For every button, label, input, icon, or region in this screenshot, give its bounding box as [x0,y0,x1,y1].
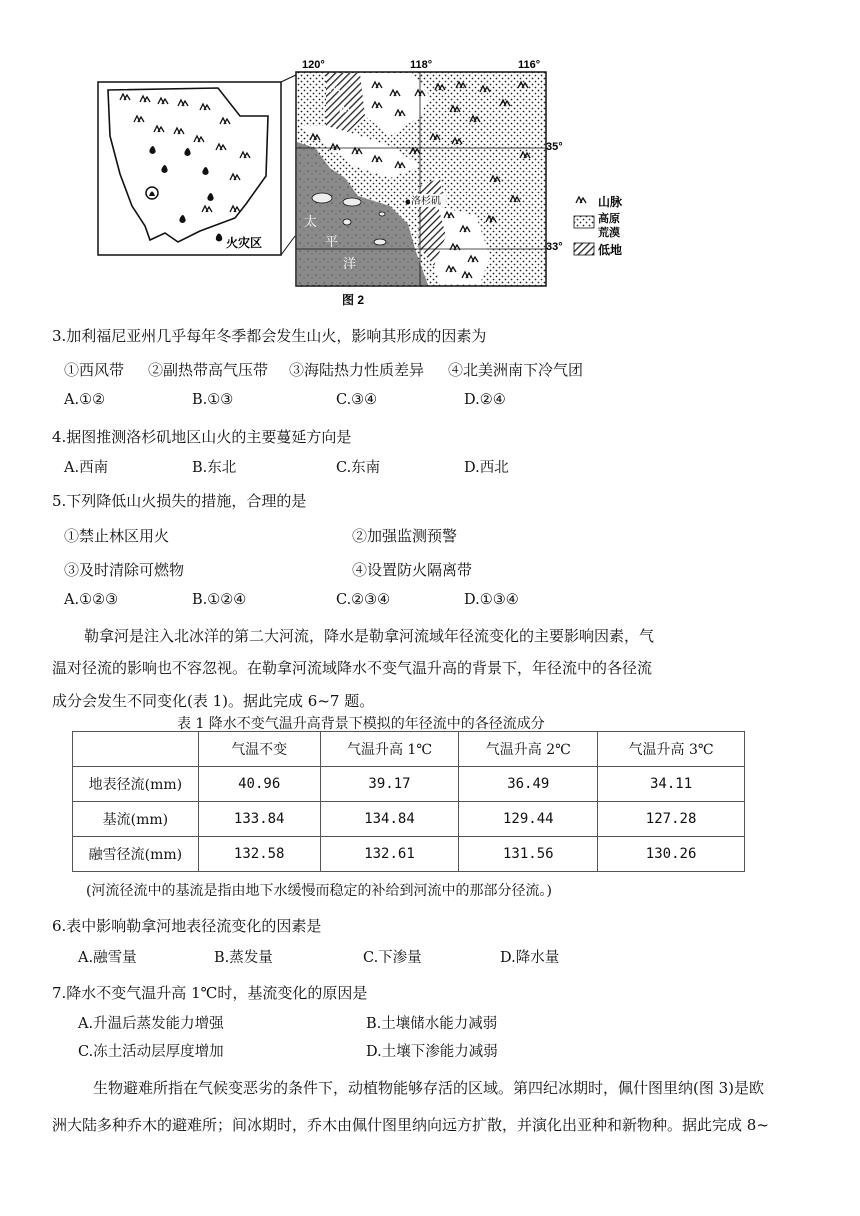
q3-option-b[interactable]: B.①③ [192,392,234,408]
legend-plateau-label: 高原 [598,213,620,225]
runoff-table [72,731,745,872]
lat-label-33: 33° [546,241,563,253]
figure-caption: 图 2 [342,293,365,307]
q3-option-c[interactable]: C.③④ [336,392,378,408]
q5-option-b[interactable]: B.①②④ [192,592,247,608]
figure-2 [90,56,650,311]
table-cell: 132.61 [320,837,459,872]
table-cell: 130.26 [598,837,745,872]
q7-option-a[interactable]: A.升温后蒸发能力增强 [78,1016,224,1032]
table1-note: (河流径流中的基流是指由地下水缓慢而稳定的补给到河流中的那部分径流。) [86,883,552,899]
table-header-plus3: 气温升高 3℃ [598,732,745,767]
table-cell: 34.11 [598,767,745,802]
legend-lowland-label: 低地 [598,243,623,257]
legend-mountain-label: 山脉 [598,195,623,209]
q4-option-b[interactable]: B.东北 [192,460,237,476]
passage1-line-3: 成分会发生不同变化(表 1)。据此完成 6~7 题。 [52,692,375,710]
q5-item-4: ④设置防火隔离带 [352,561,473,579]
q3-item-1: ①西风带 [64,361,125,379]
q5-option-a[interactable]: A.①②③ [64,592,119,608]
table-cell: 129.44 [459,802,598,837]
lon-label-118: 118° [410,59,433,71]
q5-item-3: ③及时清除可燃物 [64,561,185,579]
ocean-label-3: 洋 [343,256,357,271]
q3-option-d[interactable]: D.②④ [464,392,506,408]
q5-stem: 5.下列降低山火损失的措施，合理的是 [52,492,307,510]
lon-label-120: 120° [302,59,325,71]
q5-item-1: ①禁止林区用火 [64,527,170,545]
ocean-label-2: 平 [325,234,339,249]
table-row-label: 融雪径流(mm) [73,837,199,872]
legend-desert-label: 荒漠 [598,227,620,239]
table-row-label: 基流(mm) [73,802,199,837]
table-cell: 133.84 [198,802,320,837]
lat-label-35: 35° [546,141,563,153]
main-map [296,72,546,286]
passage2-line-1: 生物避难所指在气候变恶劣的条件下，动植物能够存活的区域。第四纪冰期时，佩什图里纳(图 3)是欧 [93,1079,765,1097]
q6-stem: 6.表中影响勒拿河地表径流变化的因素是 [52,917,322,935]
q6-option-d[interactable]: D.降水量 [500,950,560,966]
q4-option-c[interactable]: C.东南 [336,460,381,476]
q6-option-b[interactable]: B.蒸发量 [214,950,273,966]
table-row-label: 地表径流(mm) [73,767,199,802]
lon-label-116: 116° [518,59,541,71]
city-label: 洛杉矶 [411,196,441,207]
fire-area-icon [146,187,158,199]
table-row [73,767,745,802]
q5-item-2: ②加强监测预警 [352,527,458,545]
q5-option-c[interactable]: C.②③④ [336,592,391,608]
passage1-line-2: 温对径流的影响也不容忽视。在勒拿河流域降水不变气温升高的背景下，年径流中的各径流 [52,659,653,677]
q4-stem: 4.据图推测洛杉矶地区山火的主要蔓延方向是 [52,428,352,446]
q5-option-d[interactable]: D.①③④ [464,592,519,608]
q3-item-4: ④北美洲南下冷气团 [448,361,584,379]
q6-option-a[interactable]: A.融雪量 [78,950,137,966]
q3-item-2: ②副热带高气压带 [148,361,269,379]
table-cell: 36.49 [459,767,598,802]
q4-option-a[interactable]: A.西南 [64,460,109,476]
table-cell: 132.58 [198,837,320,872]
q7-stem: 7.降水不变气温升高 1℃时，基流变化的原因是 [52,984,368,1002]
q3-stem: 3.加利福尼亚州几乎每年冬季都会发生山火，影响其形成的因素为 [52,327,487,345]
q7-option-b[interactable]: B.土壤储水能力减弱 [366,1016,498,1032]
table1-caption: 表 1 降水不变气温升高背景下模拟的年径流中的各径流成分 [177,716,545,732]
q3-option-a[interactable]: A.①② [64,392,106,408]
table-cell: 134.84 [320,802,459,837]
table-header-empty [73,732,199,767]
q7-option-c[interactable]: C.冻土活动层厚度增加 [78,1044,224,1060]
q3-item-3: ③海陆热力性质差异 [289,361,425,379]
table-header-unchanged: 气温不变 [198,732,320,767]
table-header-plus1: 气温升高 1℃ [320,732,459,767]
passage2-line-2: 洲大陆多种乔木的避难所；间冰期时，乔木由佩什图里纳向远方扩散，并演化出亚种和新物种。据此完成 8~ [52,1116,769,1134]
inset-legend-label: 火灾区 [226,236,263,250]
table-header-plus2: 气温升高 2℃ [459,732,598,767]
table-row [73,837,745,872]
table-cell: 39.17 [320,767,459,802]
passage1-line-1: 勒拿河是注入北冰洋的第二大河流，降水是勒拿河流域年径流变化的主要影响因素，气 [84,627,655,645]
map-legend [574,195,623,257]
table-row [73,802,745,837]
q6-option-c[interactable]: C.下渗量 [363,950,422,966]
map-figure [90,56,650,311]
q7-option-d[interactable]: D.土壤下渗能力减弱 [366,1044,498,1060]
table-cell: 40.96 [198,767,320,802]
q4-option-d[interactable]: D.西北 [464,460,509,476]
table-header-row [73,732,745,767]
table-cell: 131.56 [459,837,598,872]
table-cell: 127.28 [598,802,745,837]
ocean-label-1: 太 [304,214,318,229]
